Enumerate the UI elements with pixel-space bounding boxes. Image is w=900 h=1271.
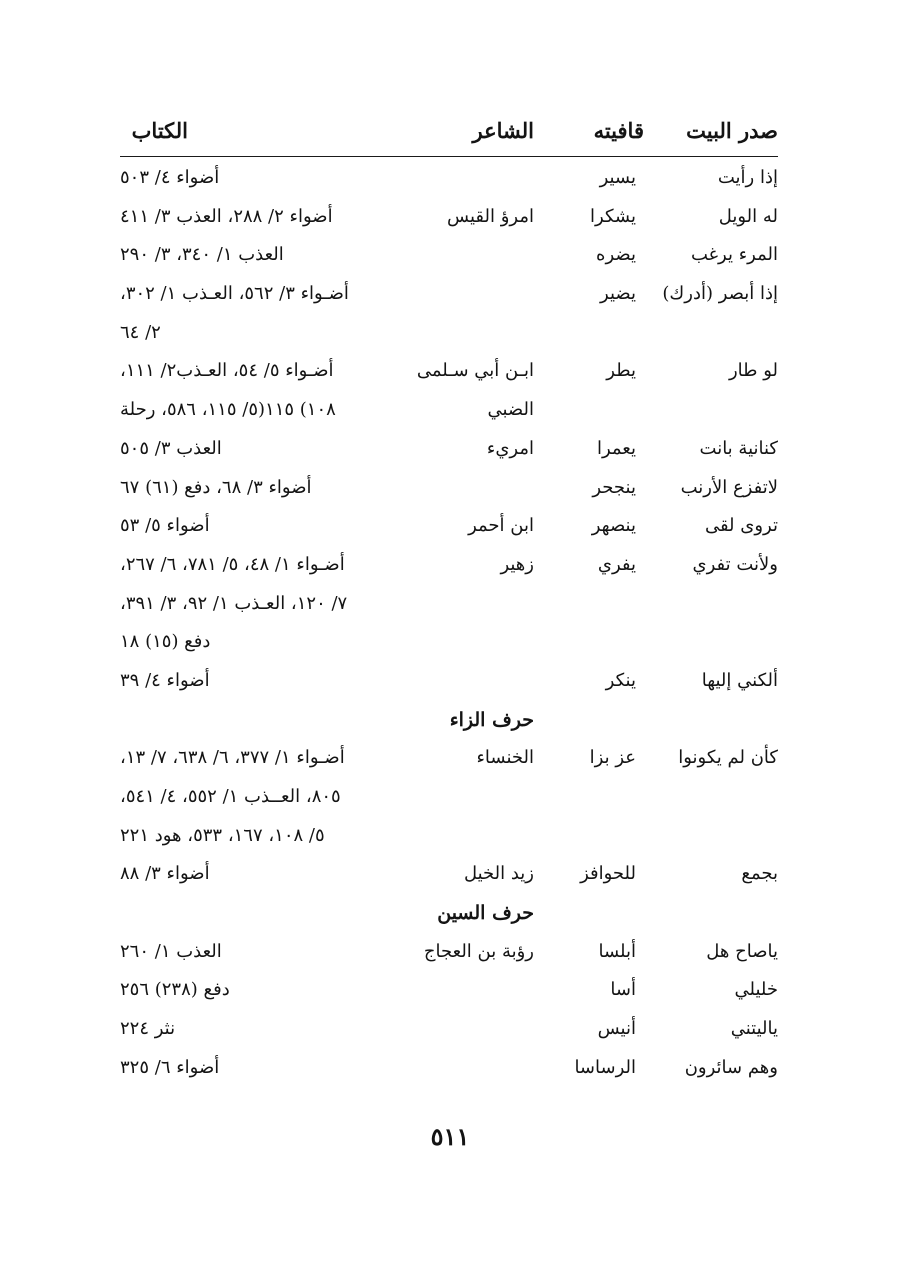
rhyme-cell: الرساسا <box>574 1056 636 1078</box>
verse-opening-cell: وهم سائرون <box>684 1056 778 1078</box>
rhyme-cell: يسير <box>599 167 636 188</box>
header-poet: الشاعر <box>472 118 534 143</box>
table-row <box>120 508 778 547</box>
rhyme-cell: عز بزا <box>589 747 636 769</box>
table-row <box>120 856 778 895</box>
header-book: الكتاب <box>131 118 188 143</box>
section-heading: حرف الزاء <box>449 708 534 731</box>
book-cell: أضـواء ٣/ ٥٦٢، العـذب ١/ ٣٠٢، <box>120 283 349 305</box>
poet-cell: الضبي <box>487 399 534 421</box>
book-cell: أضـواء ١/ ٣٧٧، ٦/ ٦٣٨، ٧/ ١٣، <box>120 747 345 769</box>
verse-opening-cell: ألكني إليها <box>701 669 778 691</box>
table-row <box>120 199 778 238</box>
verse-index-table <box>120 160 778 1089</box>
book-cell: دفع (١٥) ١٨ <box>120 631 211 653</box>
book-cell: ١٠٨) ١١٥(٥/ ١١٥، ٥٨٦، رحلة <box>120 399 336 421</box>
table-row <box>120 624 778 663</box>
book-cell: أضواء ٦/ ٣٢٥ <box>120 1056 220 1078</box>
table-header <box>120 112 778 157</box>
book-cell: أضواء ٤/ ٣٩ <box>120 669 210 691</box>
poet-cell: ابـن أبي سـلمى <box>416 360 534 382</box>
table-row <box>120 779 778 818</box>
poet-cell: زيد الخيل <box>463 863 534 885</box>
poet-cell: زهير <box>500 553 534 575</box>
book-cell: أضواء ٢/ ٢٨٨، العذب ٣/ ٤١١ <box>120 205 333 227</box>
book-cell: أضواء ٣/ ٦٨، دفع (٦١) ٦٧ <box>120 476 312 498</box>
verse-opening-cell: كنانية بانت <box>699 437 778 459</box>
rhyme-cell: يشكرا <box>590 205 636 227</box>
table-row <box>120 1011 778 1050</box>
table-row <box>120 740 778 779</box>
rhyme-cell: أبلسا <box>598 940 636 962</box>
verse-opening-cell: ولأنت تفري <box>692 553 778 575</box>
verse-opening-cell: إذا رأيت <box>717 167 778 188</box>
table-row <box>120 663 778 702</box>
book-cell: دفع (٢٣٨) ٢٥٦ <box>120 979 230 1001</box>
rhyme-cell: يضره <box>596 244 636 266</box>
header-rhyme: قافيته <box>593 118 644 143</box>
rhyme-cell: يطر <box>606 360 636 382</box>
table-row <box>120 160 778 199</box>
book-cell: ٥/ ١٠٨، ١٦٧، ٥٣٣، هود ٢٢١ <box>120 824 325 846</box>
table-row <box>120 392 778 431</box>
rhyme-cell: ينكر <box>605 669 636 691</box>
poet-cell: الخنساء <box>476 747 534 769</box>
table-row <box>120 431 778 470</box>
rhyme-cell: أسا <box>610 979 636 1001</box>
rhyme-cell: يضير <box>600 283 636 305</box>
poet-cell: ابن أحمر <box>468 515 534 537</box>
poet-cell: امريء <box>486 437 534 459</box>
section-heading: حرف السين <box>437 902 534 925</box>
verse-opening-cell: لاتفزع الأرنب <box>680 476 778 498</box>
poet-cell: امرؤ القيس <box>447 205 534 227</box>
verse-opening-cell: المرء يرغب <box>690 244 778 266</box>
book-cell: أضـواء ١/ ٤٨، ٥/ ٧٨١، ٦/ ٢٦٧، <box>120 553 345 575</box>
book-cell: العذب ٣/ ٥٠٥ <box>120 437 222 459</box>
table-row <box>120 818 778 857</box>
verse-opening-cell: لو طار <box>728 360 778 382</box>
rhyme-cell: ينصهر <box>591 515 636 537</box>
book-cell: أضواء ٥/ ٥٣ <box>120 515 210 537</box>
table-row <box>120 586 778 625</box>
table-row <box>120 353 778 392</box>
verse-opening-cell: كأن لم يكونوا <box>678 747 778 769</box>
book-cell: العذب ١/ ٣٤٠، ٣/ ٢٩٠ <box>120 244 284 266</box>
table-row <box>120 972 778 1011</box>
rhyme-cell: للحوافز <box>580 863 636 885</box>
table-row <box>120 315 778 354</box>
verse-opening-cell: له الويل <box>718 205 778 227</box>
table-row <box>120 934 778 973</box>
book-cell: نثر ٢٢٤ <box>120 1018 176 1040</box>
rhyme-cell: أنيس <box>597 1018 636 1040</box>
table-row <box>120 1050 778 1089</box>
page-number: ٥١١ <box>430 1122 470 1151</box>
rhyme-cell: ينجحر <box>592 476 636 498</box>
rhyme-cell: يعمرا <box>596 437 636 459</box>
section-heading-row <box>120 702 778 741</box>
book-cell: ٧/ ١٢٠، العـذب ١/ ٩٢، ٣/ ٣٩١، <box>120 592 348 614</box>
book-cell: أضواء ٤/ ٥٠٣ <box>120 167 220 188</box>
book-cell: ٢/ ٦٤ <box>120 321 161 343</box>
book-cell: أضـواء ٥/ ٥٤، العـذب٢/ ١١١، <box>120 360 334 382</box>
poet-cell: رؤبة بن العجاج <box>423 940 534 962</box>
table-row <box>120 237 778 276</box>
verse-opening-cell: بجمع <box>741 863 778 885</box>
table-row <box>120 276 778 315</box>
verse-opening-cell: ياليتني <box>730 1018 778 1040</box>
book-cell: أضواء ٣/ ٨٨ <box>120 863 210 885</box>
table-row <box>120 547 778 586</box>
verse-opening-cell: إذا أبصر (أدرك) <box>662 283 778 305</box>
table-row <box>120 470 778 509</box>
verse-opening-cell: تروى لقى <box>704 515 778 537</box>
book-cell: ٨٠٥، العــذب ١/ ٥٥٢، ٤/ ٥٤١، <box>120 786 341 807</box>
verse-opening-cell: خليلي <box>734 979 778 1001</box>
book-cell: العذب ١/ ٢٦٠ <box>120 940 222 962</box>
section-heading-row <box>120 895 778 934</box>
header-verse-opening: صدر البيت <box>686 118 778 143</box>
verse-opening-cell: ياصاح هل <box>706 940 778 962</box>
rhyme-cell: يفري <box>597 553 636 575</box>
